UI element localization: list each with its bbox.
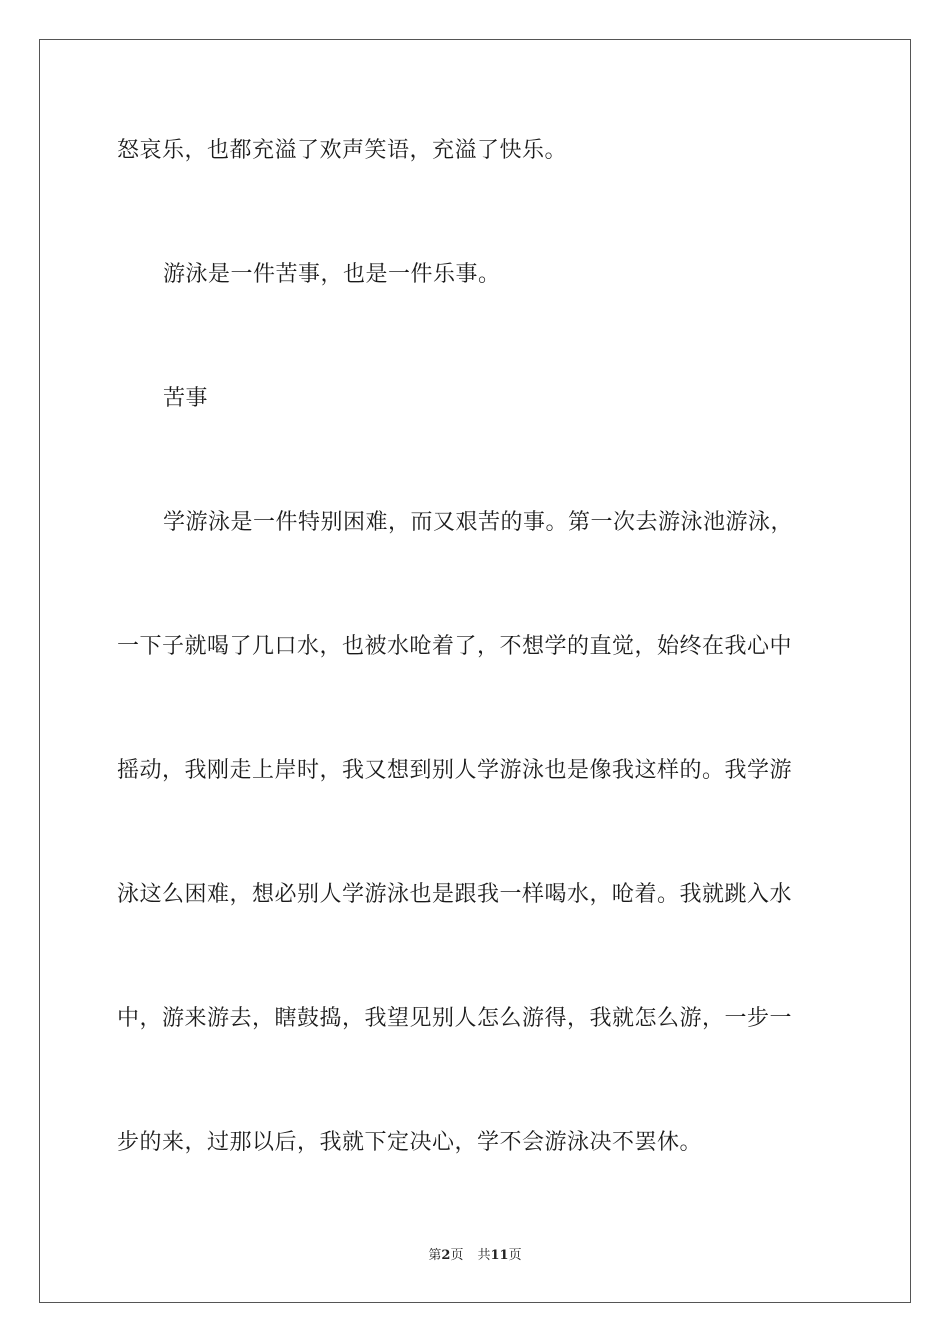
paragraph-line-1: 怒哀乐，也都充溢了欢声笑语，充溢了快乐。: [117, 138, 568, 163]
paragraph-line-5: 一下子就喝了几口水，也被水呛着了，不想学的直觉，始终在我心中: [117, 634, 793, 659]
total-prefix: 共: [477, 1248, 491, 1263]
paragraph-line-9: 步的来，过那以后，我就下定决心，学不会游泳决不罢休。: [117, 1130, 703, 1155]
paragraph-line-6: 摇动，我刚走上岸时，我又想到别人学游泳也是像我这样的。我学游: [117, 758, 793, 783]
page-total: 11: [490, 1248, 509, 1263]
paragraph-line-7: 泳这么困难，想必别人学游泳也是跟我一样喝水，呛着。我就跳入水: [117, 882, 793, 907]
page-prefix: 第: [428, 1248, 442, 1263]
page-border: [39, 39, 911, 1303]
page-footer: [0, 1248, 950, 1264]
paragraph-line-2: 游泳是一件苦事，也是一件乐事。: [163, 262, 501, 287]
page-number: 2: [441, 1248, 451, 1263]
section-heading: 苦事: [163, 386, 209, 411]
paragraph-line-4: 学游泳是一件特别困难，而又艰苦的事。第一次去游泳池游泳，: [163, 510, 794, 535]
page-suffix: 页: [450, 1248, 464, 1263]
paragraph-line-8: 中，游来游去，瞎鼓捣，我望见别人怎么游得，我就怎么游，一步一: [117, 1006, 793, 1031]
total-suffix: 页: [508, 1248, 522, 1263]
